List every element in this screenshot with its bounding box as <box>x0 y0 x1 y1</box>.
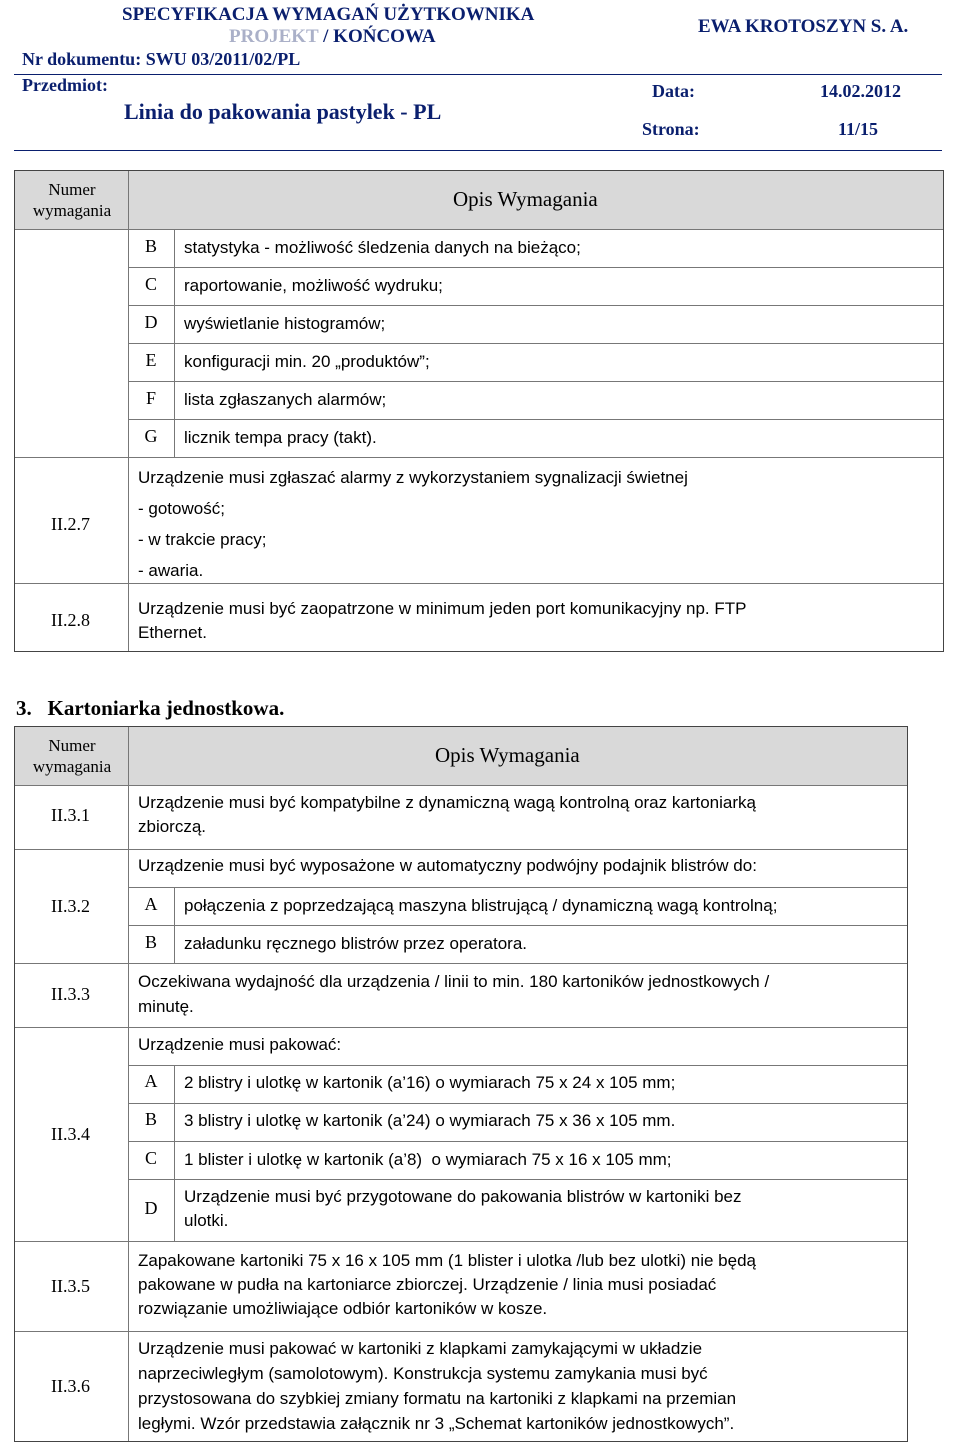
list-item-text: 2 blistry i ulotkę w kartonik (a’16) o wymiarach 75 x 24 x 105 mm; <box>184 1073 676 1092</box>
row-rule <box>128 887 907 888</box>
requirement-text: Urządzenie musi pakować w kartoniki z klapkami zamykającymi w układzie <box>138 1339 703 1358</box>
requirement-text: minutę. <box>138 997 194 1016</box>
list-letter: E <box>145 350 157 370</box>
row-rule <box>128 267 943 268</box>
list-letter: D <box>144 312 158 332</box>
row-rule <box>15 1027 907 1028</box>
requirement-text: - gotowość; <box>138 499 225 518</box>
requirement-text: ległymi. Wzór przedstawia załącznik nr 3 „Schemat kartoników jednostkowych”. <box>138 1414 735 1433</box>
row-rule <box>15 1331 907 1332</box>
list-item-text: licznik tempa pracy (takt). <box>184 428 377 447</box>
requirement-number: II.3.5 <box>51 1276 90 1296</box>
requirement-text: Urządzenie musi zgłaszać alarmy z wykorzystaniem sygnalizacji świetnej <box>138 468 688 487</box>
list-item-text: statystyka - możliwość śledzenia danych na bieżąco; <box>184 238 581 257</box>
list-letter: C <box>144 1148 157 1168</box>
row-rule <box>128 1141 907 1142</box>
requirement-text: Urządzenie musi być zaopatrzone w minimum jeden port komunikacyjny np. FTP <box>138 599 747 618</box>
row-rule <box>15 849 907 850</box>
requirement-text: zbiorczą. <box>138 817 207 836</box>
row-rule <box>128 343 943 344</box>
row-rule <box>128 419 943 420</box>
row-rule <box>128 305 943 306</box>
table2-letter-divider <box>174 887 175 963</box>
list-item-text: konfiguracji min. 20 „produktów”; <box>184 352 430 371</box>
list-item-text: Urządzenie musi być przygotowane do pakowania blistrów w kartoniki bez <box>184 1187 742 1206</box>
company-name: EWA KROTOSZYN S. A. <box>698 16 909 37</box>
page-value: 11/15 <box>838 119 879 139</box>
requirement-text: - awaria. <box>138 561 204 580</box>
page-label: Strona: <box>642 119 700 139</box>
date-label: Data: <box>652 81 695 101</box>
list-item-text: lista zgłaszanych alarmów; <box>184 390 387 409</box>
requirement-number: II.3.6 <box>51 1376 90 1396</box>
list-item-text: 1 blister i ulotkę w kartonik (a’8) o wymiarach 75 x 16 x 105 mm; <box>184 1150 672 1169</box>
row-rule <box>15 583 943 584</box>
status-separator: / <box>318 26 334 47</box>
row-rule <box>128 1103 907 1104</box>
table2-header-rule <box>15 785 907 786</box>
list-item-text: połączenia z poprzedzającą maszyna blistrującą / dynamiczną wagą kontrolną; <box>184 896 778 915</box>
status-projekt: PROJEKT <box>229 26 319 47</box>
requirement-text: Urządzenie musi być wyposażone w automatyczny podwójny podajnik blistrów do: <box>138 856 757 875</box>
requirement-text: Oczekiwana wydajność dla urządzenia / linii to min. 180 kartoników jednostkowych / <box>138 972 770 991</box>
requirement-number: II.3.3 <box>51 984 90 1004</box>
list-letter: D <box>144 1198 158 1218</box>
row-rule <box>128 381 943 382</box>
document-number: Nr dokumentu: SWU 03/2011/02/PL <box>22 49 301 69</box>
list-item-text: załadunku ręcznego blistrów przez operatora. <box>184 934 528 953</box>
column-header-description: Opis Wymagania <box>435 743 580 767</box>
requirement-number: II.3.1 <box>51 805 90 825</box>
list-letter: B <box>144 1109 157 1129</box>
table1-header-rule <box>15 229 943 230</box>
column-header-number: Numer wymagania <box>32 180 112 220</box>
requirement-text: Zapakowane kartoniki 75 x 16 x 105 mm (1 blister i ulotka /lub bez ulotki) nie będą <box>138 1251 756 1270</box>
table2-letter-divider <box>174 1065 175 1241</box>
list-item-text: 3 blistry i ulotkę w kartonik (a’24) o wymiarach 75 x 36 x 105 mm. <box>184 1111 676 1130</box>
list-item-text: ulotki. <box>184 1211 229 1230</box>
row-rule <box>128 1179 907 1180</box>
requirement-number: II.2.8 <box>51 610 90 630</box>
header-divider <box>14 74 942 75</box>
list-letter: B <box>144 932 157 952</box>
list-letter: A <box>144 1071 158 1091</box>
requirement-text: przystosowana do szybkiej zmiany formatu na kartoniki z klapkami na przemian <box>138 1389 737 1408</box>
row-rule <box>128 925 907 926</box>
requirement-number: II.3.2 <box>51 896 90 916</box>
requirement-text: Urządzenie musi być kompatybilne z dynamiczną wagą kontrolną oraz kartoniarką <box>138 793 756 812</box>
list-item-text: wyświetlanie histogramów; <box>184 314 386 333</box>
status-koncowa: KOŃCOWA <box>333 26 436 47</box>
header-bottom-rule <box>14 150 942 151</box>
requirement-text: - w trakcie pracy; <box>138 530 267 549</box>
requirement-text: Ethernet. <box>138 623 207 642</box>
date-value: 14.02.2012 <box>820 81 901 101</box>
document-title: SPECYFIKACJA WYMAGAŃ UŻYTKOWNIKA <box>122 4 535 25</box>
row-rule <box>15 1241 907 1242</box>
requirement-text: pakowane w pudła na kartoniarce zbiorczej. Urządzenie / linia musi posiadać <box>138 1275 717 1294</box>
row-rule <box>15 963 907 964</box>
subject-value: Linia do pakowania pastylek - PL <box>124 99 442 124</box>
row-rule <box>15 457 943 458</box>
subject-label: Przedmiot: <box>22 75 108 95</box>
column-header-number: Numer wymagania <box>32 736 112 776</box>
list-item-text: raportowanie, możliwość wydruku; <box>184 276 443 295</box>
column-header-description: Opis Wymagania <box>453 187 598 211</box>
requirement-number: II.3.4 <box>51 1124 90 1144</box>
section-heading: 3. Kartoniarka jednostkowa. <box>16 696 285 720</box>
list-letter: A <box>144 894 158 914</box>
requirement-text: naprzeciwległym (samolotowym). Konstrukcja systemu zamykania musi być <box>138 1364 708 1383</box>
requirement-text: rozwiązanie umożliwiające odbiór kartoników w kosze. <box>138 1299 548 1318</box>
list-letter: C <box>144 274 157 294</box>
list-letter: F <box>145 388 156 408</box>
list-letter: B <box>144 236 157 256</box>
requirement-text: Urządzenie musi pakować: <box>138 1035 342 1054</box>
list-letter: G <box>144 426 158 446</box>
row-rule <box>128 1065 907 1066</box>
document-status <box>229 26 436 48</box>
requirement-number: II.2.7 <box>51 514 90 534</box>
